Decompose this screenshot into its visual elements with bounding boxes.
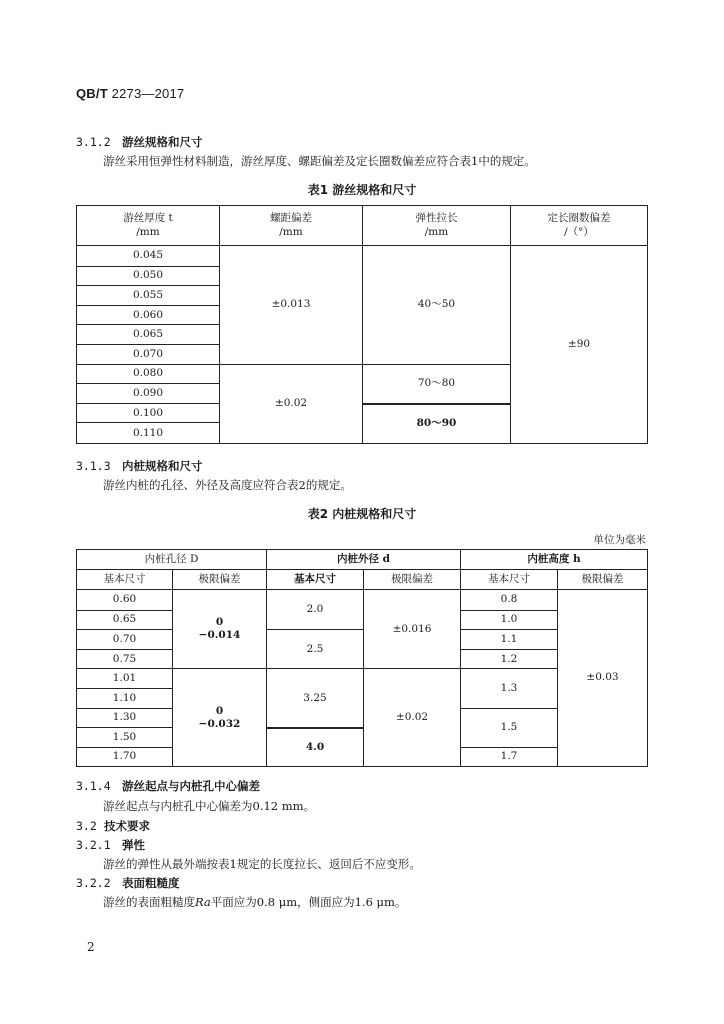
table1-cell: 0.065 xyxy=(77,324,219,344)
table1-cell: 80～90 xyxy=(362,403,510,443)
section-3-1-4-heading xyxy=(76,778,260,794)
tol-lower: −0.032 xyxy=(198,717,241,730)
table2-cell: 0.70 xyxy=(77,629,172,649)
table1-header-thickness xyxy=(77,206,219,246)
table2-cell: 0.75 xyxy=(77,649,172,669)
page-number: 2 xyxy=(87,940,95,954)
table2-group-header-hole: 内桩孔径 D xyxy=(77,550,266,570)
table2-cell: 2.5 xyxy=(266,629,363,668)
tol-upper: 0 xyxy=(215,704,224,717)
table2-cell: 1.10 xyxy=(77,688,172,708)
table2-cell: 3.25 xyxy=(266,668,363,727)
table2-unit: 单位为毫米 xyxy=(593,534,646,546)
table2-subheader: 基本尺寸 xyxy=(460,570,557,590)
table1-cell: 0.045 xyxy=(132,249,164,262)
table2-cell: 1.0 xyxy=(460,610,557,630)
section-3-2-2-text xyxy=(103,894,406,910)
table1-caption: 表1 游丝规格和尺寸 xyxy=(307,183,417,197)
table2-cell-hole-tol xyxy=(172,668,266,766)
table2-cell: 1.2 xyxy=(460,649,557,669)
section-3-1-3-text: 游丝内桩的孔径、外径及高度应符合表2的规定。 xyxy=(103,478,352,492)
section-title: 表面粗糙度 xyxy=(122,876,180,890)
table2-subheader: 极限偏差 xyxy=(172,570,266,590)
table2-cell: 2.0 xyxy=(266,590,363,629)
header-unit: /mm xyxy=(424,225,449,238)
section-title: 游丝起点与内桩孔中心偏差 xyxy=(122,779,260,793)
section-3-1-4-text: 游丝起点与内桩孔中心偏差为0.12 mm。 xyxy=(103,799,316,813)
table2-group-header-outer: 内桩外径 d xyxy=(266,550,460,570)
table2-cell: 0.65 xyxy=(77,610,172,630)
table2 xyxy=(76,549,648,767)
table2-cell: ±0.03 xyxy=(557,590,647,766)
table1-cell: 0.050 xyxy=(77,266,219,286)
text-part: 平面应为0.8 μm，侧面应为1.6 μm。 xyxy=(210,895,407,909)
standard-number: 2273—2017 xyxy=(111,86,185,101)
header-unit: /mm xyxy=(136,225,160,238)
table1-cell: ±90 xyxy=(510,246,647,443)
section-number: 3.1.3 xyxy=(76,459,111,473)
table2-subheader: 极限偏差 xyxy=(363,570,460,590)
table1-header-pitch xyxy=(219,206,362,246)
table2-cell: 1.1 xyxy=(460,629,557,649)
header-line: 弹性拉长 xyxy=(415,212,458,225)
section-title: 游丝规格和尺寸 xyxy=(122,135,203,149)
table2-cell: 4.0 xyxy=(266,727,363,766)
section-3-1-3-heading xyxy=(76,458,203,474)
table2-subheader: 基本尺寸 xyxy=(77,570,172,590)
text-part: 游丝的表面粗糙度 xyxy=(103,895,195,909)
table2-cell: 1.50 xyxy=(77,727,172,747)
table2-cell: 1.70 xyxy=(77,747,172,766)
section-title: 技术要求 xyxy=(104,819,150,833)
ra-symbol: Ra xyxy=(195,895,211,909)
table2-cell: 1.01 xyxy=(77,668,172,688)
section-number: 3.1.2 xyxy=(76,135,111,149)
table2-cell: 1.5 xyxy=(460,708,557,747)
section-3-2-2-heading xyxy=(76,875,180,891)
section-number: 3.1.4 xyxy=(76,779,111,793)
header-line: 定长圈数偏差 xyxy=(547,212,611,225)
section-3-2-1-heading xyxy=(76,837,145,853)
table1-cell: 0.070 xyxy=(77,344,219,364)
table1 xyxy=(76,205,648,444)
table1-header-elongation xyxy=(362,206,510,246)
header-line: 游丝厚度 t xyxy=(123,212,173,225)
table2-subheader: 极限偏差 xyxy=(557,570,647,590)
table2-cell: 1.7 xyxy=(460,747,557,766)
table1-cell: 0.055 xyxy=(77,285,219,305)
table2-cell: ±0.02 xyxy=(363,668,460,766)
table1-cell: ±0.013 xyxy=(219,246,362,364)
table1-cell: 0.110 xyxy=(77,422,219,443)
table2-cell: 0.60 xyxy=(112,593,137,606)
section-3-2-heading xyxy=(76,818,150,834)
table1-cell: 0.080 xyxy=(77,364,219,384)
table2-cell: 0.8 xyxy=(460,590,557,610)
table1-cell: 0.090 xyxy=(77,383,219,403)
section-3-1-2-text: 游丝采用恒弹性材料制造，游丝厚度、螺距偏差及定长圈数偏差应符合表1中的规定。 xyxy=(103,154,536,168)
table1-cell: 0.100 xyxy=(77,403,219,423)
table2-group-header-height: 内桩高度 h xyxy=(460,550,647,570)
table2-cell: 1.3 xyxy=(460,668,557,707)
table1-cell: 70～80 xyxy=(362,364,510,403)
section-number: 3.2.1 xyxy=(76,838,111,852)
header-unit: /（°） xyxy=(564,225,594,238)
tol-lower: −0.014 xyxy=(198,629,241,642)
header-line: 螺距偏差 xyxy=(270,212,312,225)
table1-cell: 40～50 xyxy=(362,246,510,364)
section-title: 内桩规格和尺寸 xyxy=(122,459,203,473)
section-number: 3.2 xyxy=(76,819,97,833)
table2-cell-hole-tol xyxy=(172,590,266,668)
section-number: 3.2.2 xyxy=(76,876,111,890)
table1-cell: ±0.02 xyxy=(219,364,362,443)
section-3-2-1-text: 游丝的弹性从最外端按表1规定的长度拉长、返回后不应变形。 xyxy=(103,857,421,871)
standard-prefix: QB/T xyxy=(76,86,108,101)
table1-header-turns xyxy=(510,206,647,246)
header-unit: /mm xyxy=(279,225,303,238)
table2-subheader: 基本尺寸 xyxy=(266,570,363,590)
table1-cell: 0.060 xyxy=(77,305,219,325)
section-title: 弹性 xyxy=(122,838,145,852)
table2-cell: ±0.016 xyxy=(363,590,460,668)
table2-cell: 1.30 xyxy=(77,708,172,728)
tol-upper: 0 xyxy=(215,616,224,629)
standard-code xyxy=(76,86,184,101)
table2-caption: 表2 内桩规格和尺寸 xyxy=(307,507,417,521)
section-3-1-2-heading xyxy=(76,134,203,150)
